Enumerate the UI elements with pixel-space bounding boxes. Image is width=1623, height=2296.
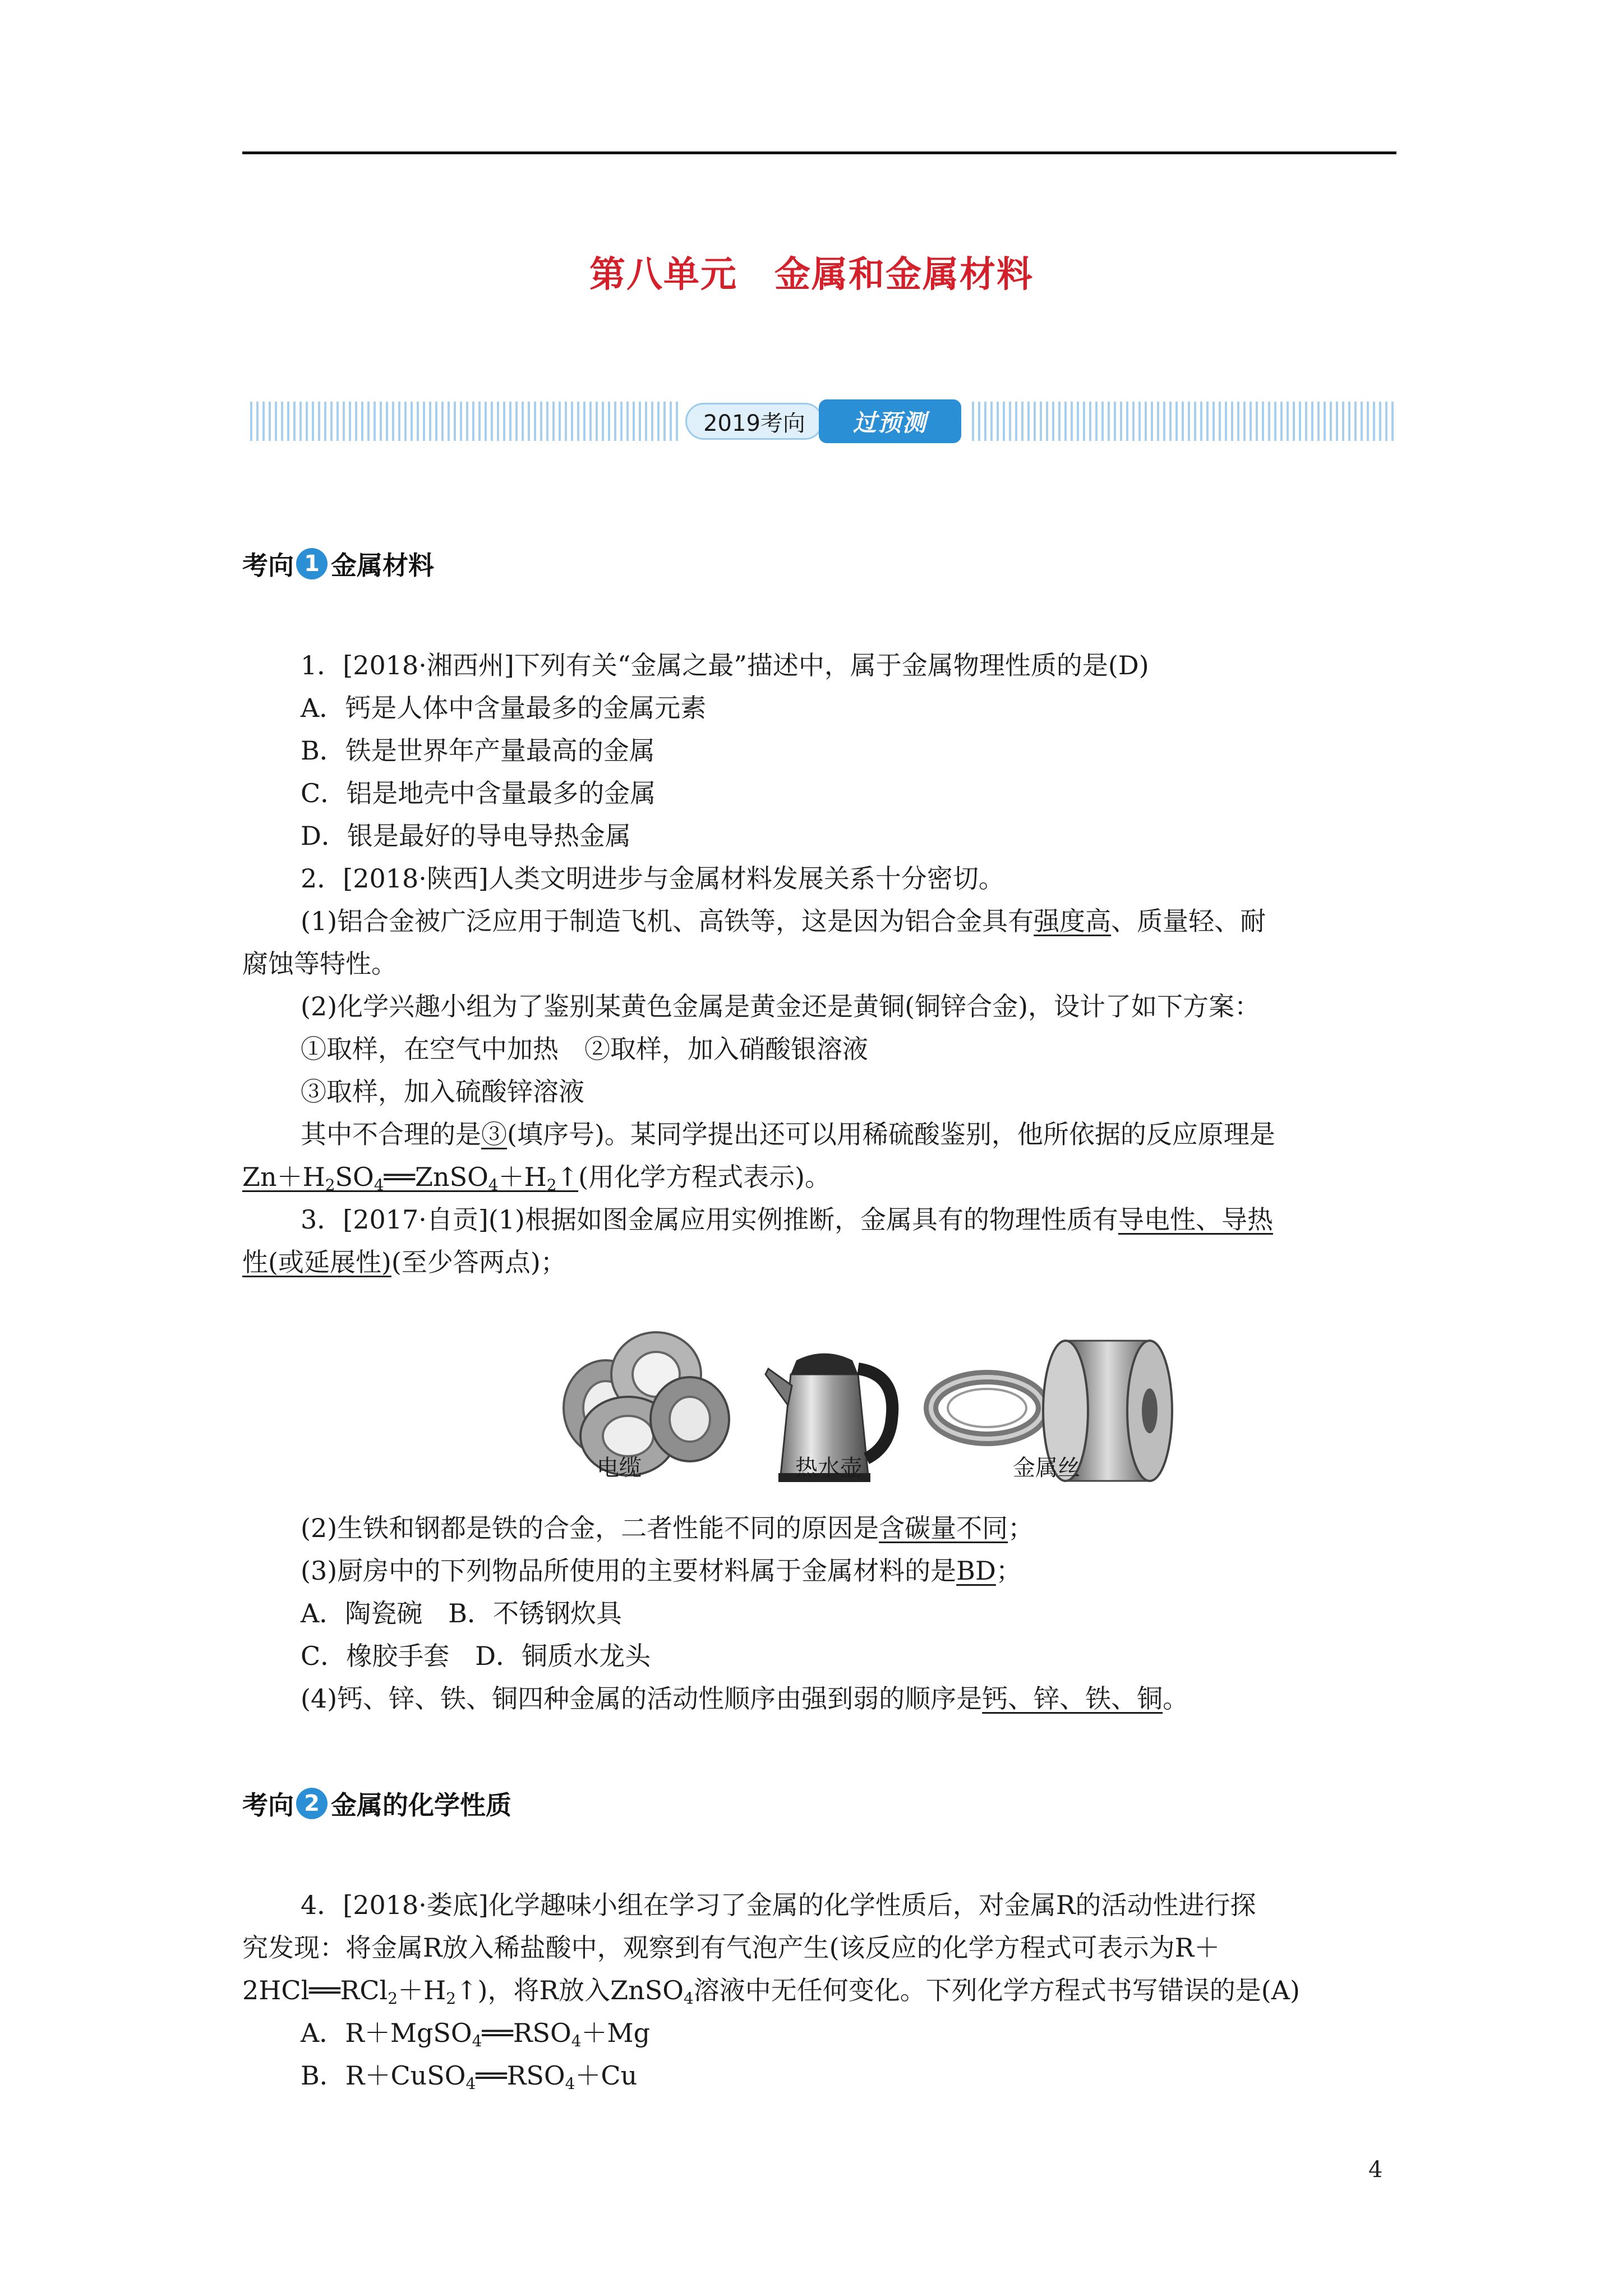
question-4-line-2: 究发现：将金属R放入稀盐酸中，观察到有气泡产生(该反应的化学方程式可表示为R＋ (242, 1932, 1220, 1963)
section-heading-2 (242, 1784, 511, 1823)
answer-blank: 导电性、导热 (1118, 1204, 1274, 1235)
top-rule (242, 151, 1396, 154)
figure-caption-wire: 金属丝 (1013, 1455, 1080, 1481)
question-2-equation-line: $Zn+H_2SO_4══ZnSO_4+H_2↑$(用化学方程式表示)。 (242, 1162, 831, 1194)
question-2-options-1-2: ①取样，在空气中加热 ②取样，加入硝酸银溶液 (301, 1034, 868, 1064)
section-banner (250, 396, 1396, 447)
question-4-option-a: A．$R+MgSO_4══RSO_4+Mg$ (301, 2018, 651, 2050)
question-4-line-3: $2HCl══RCl_2+H_2↑$)，将R放入ZnSO$_4$溶液中无任何变化。下列化学方程式书写错误的是(A) (242, 1975, 1300, 2008)
answer-blank: 钙、锌、铁、铜 (982, 1683, 1163, 1714)
question-3-part-4: (4)钙、锌、铁、铜四种金属的活动性顺序由强到弱的顺序是钙、锌、铁、铜。 (301, 1683, 1189, 1714)
question-3-options-cd: C．橡胶手套 D．铜质水龙头 (301, 1641, 651, 1671)
question-3-stem-cont: 性(或延展性)(至少答两点)； (242, 1247, 566, 1277)
answer-blank: 含碳量不同 (879, 1513, 1008, 1543)
section-label: 考向 (242, 1790, 294, 1820)
question-3-stem: 3．[2017·自贡](1)根据如图金属应用实例推断，金属具有的物理性质有导电性、导热 (301, 1204, 1274, 1235)
section-heading-1 (242, 544, 434, 583)
section-label: 考向 (242, 550, 294, 581)
question-3-part-3: (3)厨房中的下列物品所使用的主要材料属于金属材料的是BD； (301, 1556, 1022, 1586)
question-2-part-1-cont: 腐蚀等特性。 (242, 949, 397, 979)
answer-blank: 性(或延展性) (242, 1247, 391, 1277)
page-title: 第八单元 金属和金属材料 (589, 254, 1034, 296)
question-1-stem: 1．[2018·湘西州]下列有关“金属之最”描述中，属于金属物理性质的是(D) (301, 650, 1149, 680)
section-number-badge: 1 (296, 548, 328, 579)
answer-equation: $Zn+H_2SO_4══ZnSO_4+H_2↑$ (242, 1162, 579, 1194)
figure-caption-cable: 电缆 (597, 1455, 642, 1481)
section-number-badge: 2 (296, 1788, 328, 1819)
question-4-option-b: B．$R+CuSO_4══RSO_4+Cu$ (301, 2060, 638, 2093)
question-1-option-a: A．钙是人体中含量最多的金属元素 (301, 693, 707, 723)
answer-blank: ③ (481, 1119, 507, 1149)
figure-caption-kettle: 热水壶 (795, 1455, 863, 1481)
banner-predict-pill: 过预测 (819, 399, 961, 443)
question-2-part-2: (2)化学兴趣小组为了鉴别某黄色金属是黄金还是黄铜(铜锌合金)，设计了如下方案： (301, 991, 1261, 1022)
question-1-option-c: C．铝是地壳中含量最多的金属 (301, 778, 656, 808)
question-1-option-b: B．铁是世界年产量最高的金属 (301, 735, 655, 766)
question-2-part-1: (1)铝合金被广泛应用于制造飞机、高铁等，这是因为铝合金具有强度高、质量轻、耐 (301, 906, 1266, 936)
cable-icon (564, 1332, 729, 1475)
metal-applications-figure (561, 1307, 1178, 1492)
question-3-options-ab: A．陶瓷碗 B．不锈钢炊具 (301, 1598, 623, 1628)
question-4-line-1: 4．[2018·娄底]化学趣味小组在学习了金属的化学性质后，对金属R的活动性进行探 (301, 1890, 1256, 1920)
question-3-part-2: (2)生铁和钢都是铁的合金，二者性能不同的原因是含碳量不同； (301, 1513, 1034, 1543)
question-1-option-d: D．银是最好的导电导热金属 (301, 821, 631, 851)
section-name: 金属材料 (331, 550, 434, 581)
banner-label (679, 396, 968, 447)
question-2-stem: 2．[2018·陕西]人类文明进步与金属材料发展关系十分密切。 (301, 863, 1004, 894)
answer-blank: BD (956, 1556, 996, 1586)
page-number: 4 (1368, 2157, 1383, 2183)
section-name: 金属的化学性质 (331, 1790, 511, 1820)
question-2-option-3: ③取样，加入硫酸锌溶液 (301, 1076, 584, 1107)
question-2-part-3: 其中不合理的是③(填序号)。某同学提出还可以用稀硫酸鉴别，他所依据的反应原理是 (301, 1119, 1275, 1149)
answer-blank: 强度高 (1034, 906, 1112, 936)
banner-year-pill: 2019考向 (685, 403, 823, 440)
